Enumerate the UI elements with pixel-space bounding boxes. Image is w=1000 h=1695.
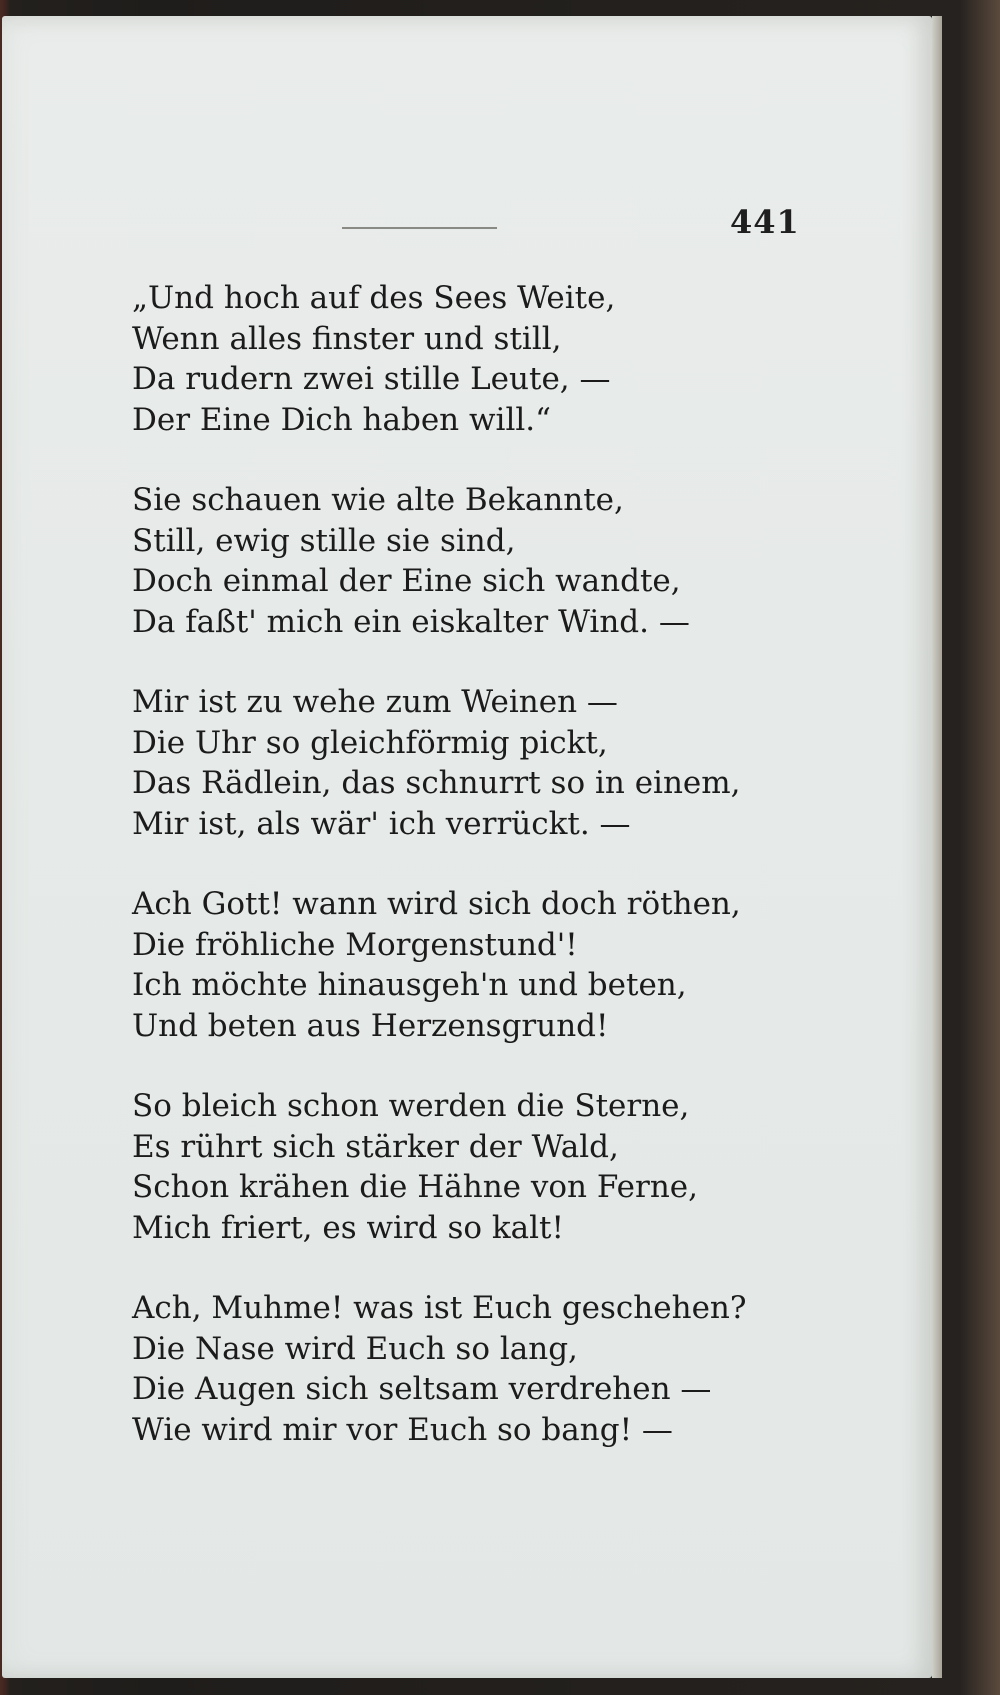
- poem-line: Ach Gott! wann wird sich doch röthen,: [132, 886, 741, 922]
- poem-line: Die Uhr so gleichförmig pickt,: [132, 724, 608, 761]
- poem-line: Mir ist, als wär' ich verrückt. —: [132, 805, 631, 842]
- poem-line: Still, ewig stille sie sind,: [132, 522, 516, 559]
- poem-line: Schon krähen die Hähne von Ferne,: [132, 1169, 699, 1205]
- poem-line: Ach, Muhme! was ist Euch geschehen?: [132, 1290, 747, 1326]
- poem-line: Das Rädlein, das schnurrt so in einem,: [132, 765, 741, 801]
- poem-line: Da faßt' mich ein eiskalter Wind. —: [132, 603, 690, 640]
- poem-line: Die Nase wird Euch so lang,: [132, 1330, 578, 1367]
- poem: [132, 278, 752, 1490]
- poem-line: Doch einmal der Eine sich wandte,: [132, 563, 681, 599]
- poem-line: „Und hoch auf des Sees Weite,: [132, 280, 616, 316]
- header-rule: [342, 227, 497, 229]
- poem-line: Die fröhliche Morgenstund'!: [132, 926, 578, 963]
- stanza-4: [132, 884, 752, 1046]
- page-edge: [932, 16, 942, 1678]
- poem-line: Und beten aus Herzensgrund!: [132, 1007, 609, 1044]
- poem-line: Mich friert, es wird so kalt!: [132, 1209, 564, 1246]
- page-number: 441: [730, 203, 800, 241]
- poem-line: Ich möchte hinausgeh'n und beten,: [132, 967, 687, 1003]
- poem-line: Die Augen sich seltsam verdrehen —: [132, 1371, 712, 1407]
- poem-line: Mir ist zu wehe zum Weinen —: [132, 684, 618, 720]
- stanza-6: [132, 1288, 752, 1450]
- poem-line: Es rührt sich stärker der Wald,: [132, 1128, 619, 1165]
- poem-line: Sie schauen wie alte Bekannte,: [132, 482, 624, 518]
- stanza-3: [132, 682, 752, 844]
- paper-page: [2, 16, 932, 1678]
- stanza-5: [132, 1086, 752, 1248]
- poem-line: So bleich schon werden die Sterne,: [132, 1088, 690, 1124]
- poem-line: Da rudern zwei stille Leute, —: [132, 361, 611, 397]
- stanza-1: [132, 278, 752, 440]
- stanza-2: [132, 480, 752, 642]
- poem-line: Wenn alles finster und still,: [132, 320, 562, 357]
- poem-line: Wie wird mir vor Euch so bang! —: [132, 1411, 673, 1448]
- poem-line: Der Eine Dich haben will.“: [132, 401, 551, 438]
